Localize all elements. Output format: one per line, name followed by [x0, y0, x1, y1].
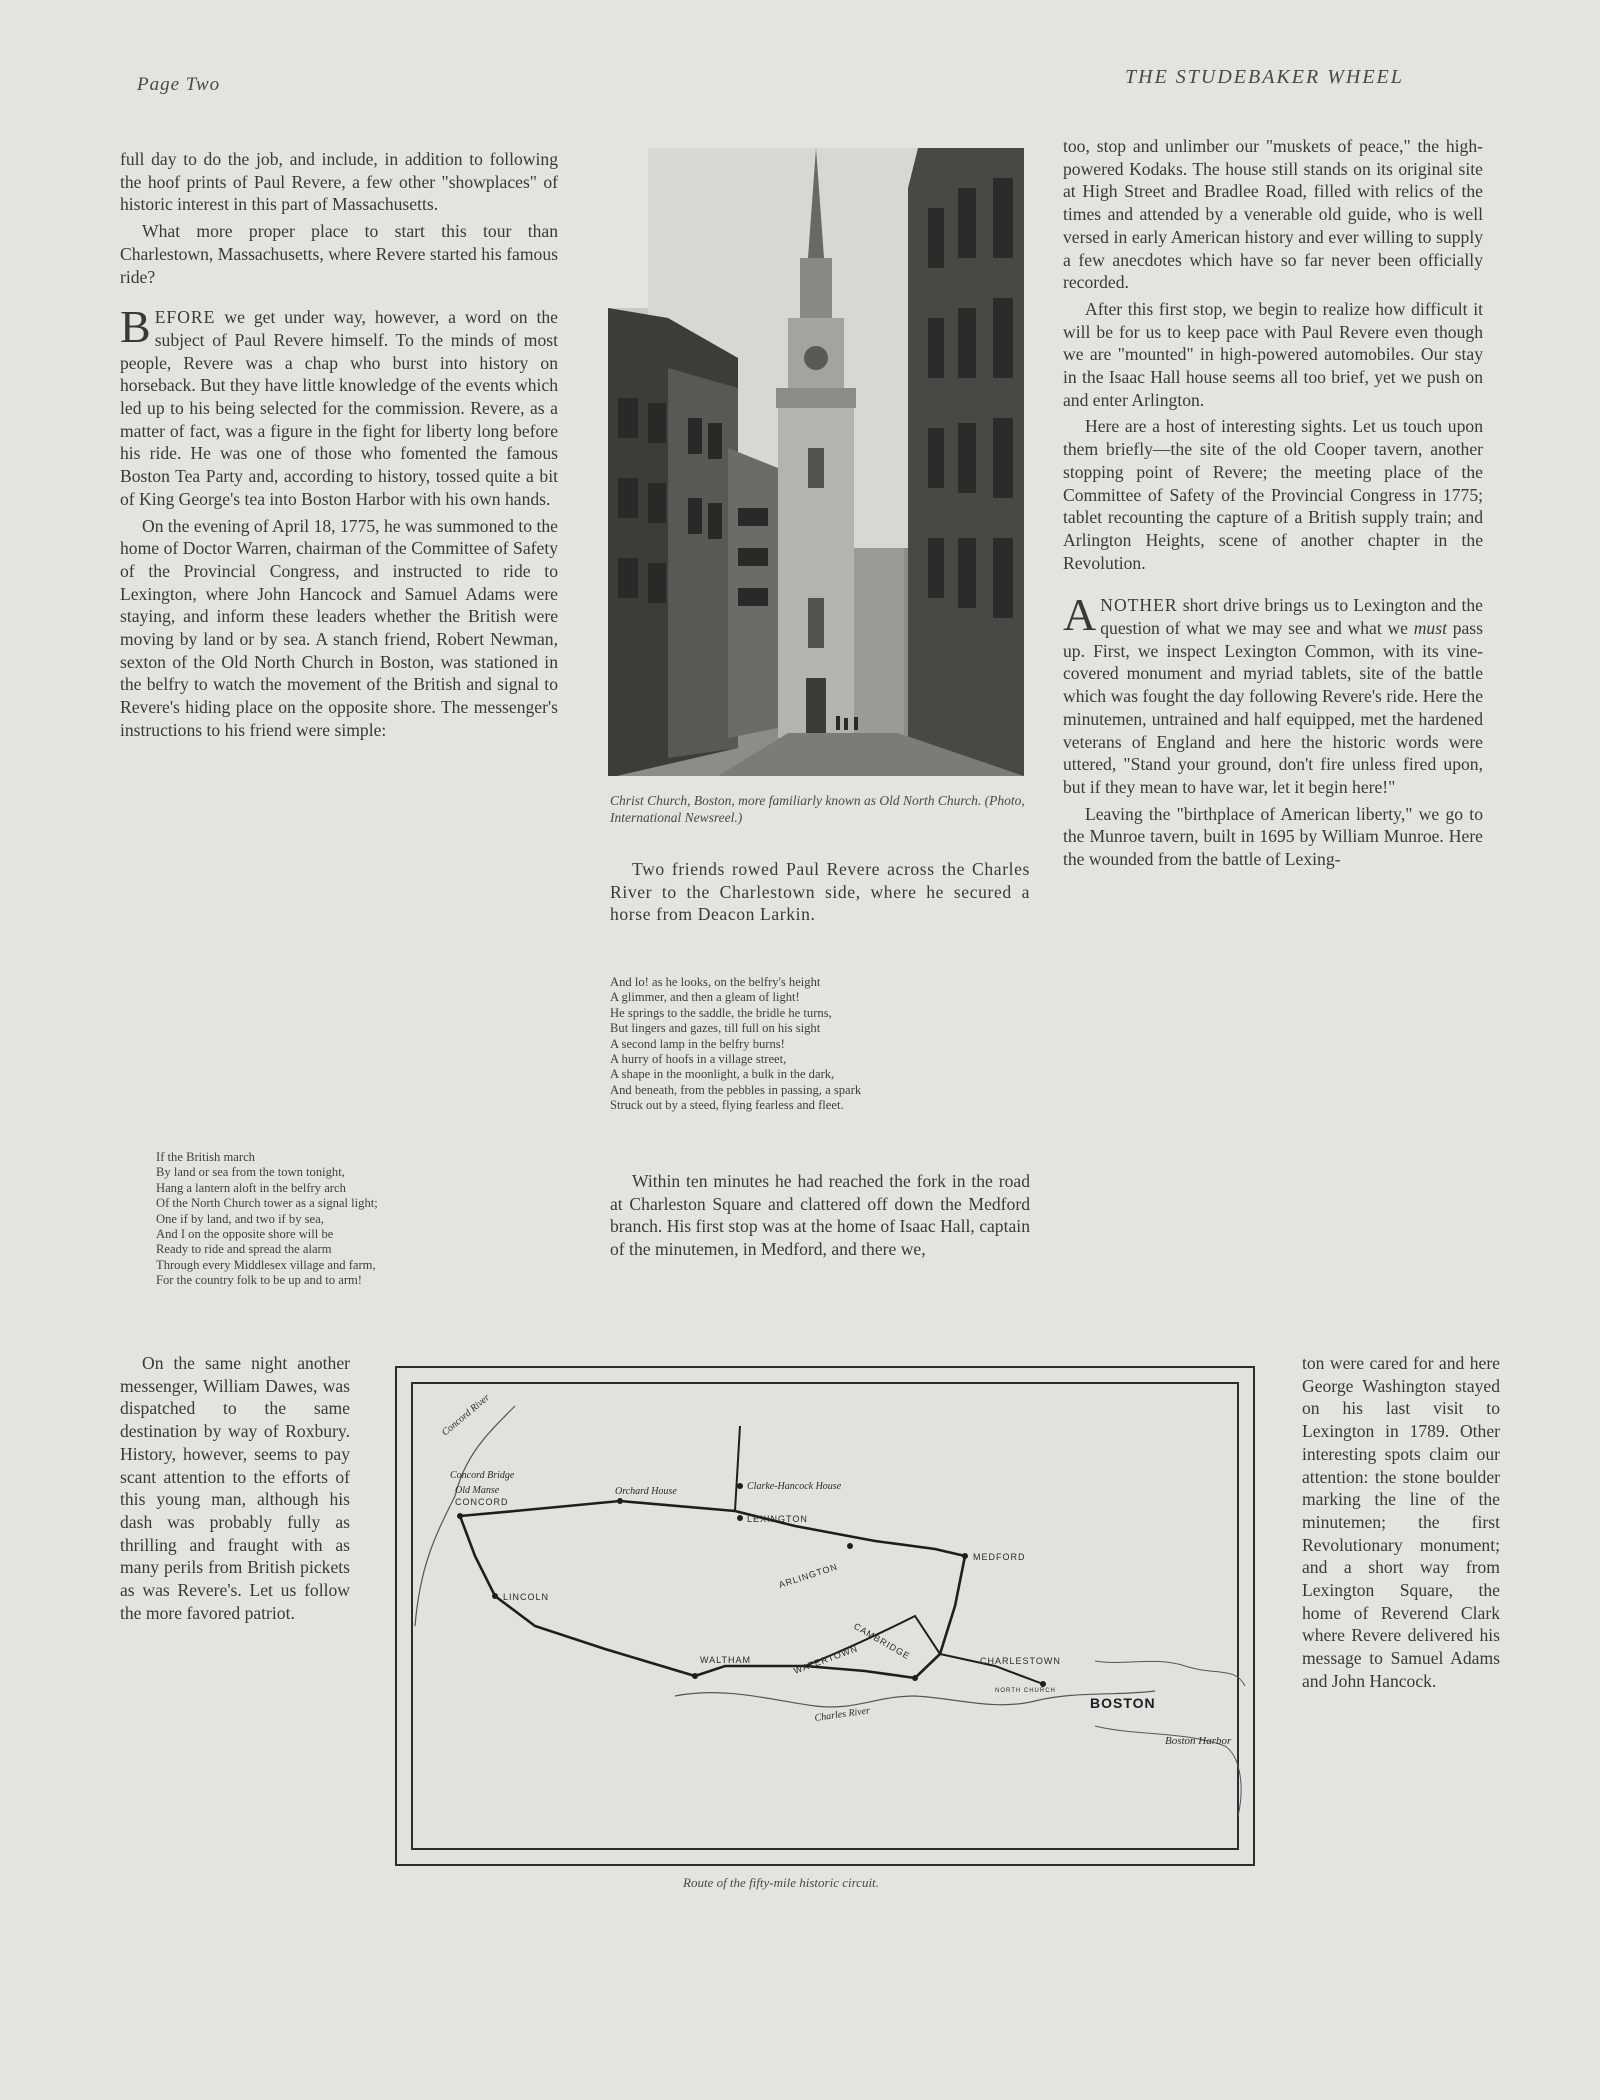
drop-cap: A [1063, 589, 1097, 641]
poem-line: Through every Middlesex village and farm, [156, 1257, 376, 1272]
map-label: CONCORD [455, 1497, 509, 1507]
paragraph: ton were cared for and here George Washington stayed on his last visit to Lexington in 1789. Other interesting spots claim our attention: the stone boulder marking the line of the minutemen; the first Revolutionary monument; and a short way from Lexington Square, the home of Reverend Clark where Revere delivered his message to Samuel Adams and John Hancock. [1302, 1353, 1500, 1691]
paragraph-text: short drive brings us to Lexington and the question of what we may see and what we [1100, 595, 1483, 639]
lead-in: EFORE [154, 307, 216, 328]
map-label: Concord River [439, 1392, 492, 1439]
map-label-boston: BOSTON [1090, 1695, 1156, 1711]
poem-1 [156, 1150, 378, 1289]
paragraph [120, 301, 558, 510]
column-1 [120, 148, 558, 746]
column-3-lower [1302, 1352, 1500, 1697]
paragraph-text: we get under way, however, a word on the subject of Paul Revere himself. To the minds of most people, Revere was a chap who burst into history on horseback. But they have little knowledge of the events which led up to his being selected for the commission. Revere, as a matter of fact, was a figure in the fight for liberty long before his ride. He was one of those who fomented the famous Boston Tea Party and, according to history, tossed quite a bit of King George's tea into Boston Harbor with his own hands. [120, 307, 558, 509]
column-2-lower [610, 1170, 1030, 1265]
column-1-lower [120, 1352, 350, 1628]
photo-caption: Christ Church, Boston, more familiarly known as Old North Church. (Photo, International Newsreel.) [610, 793, 1025, 825]
paragraph: Leaving the "birthplace of American liberty," we go to the Munroe tavern, built in 1695 by William Munroe. Here the wounded from the battle of Lexing- [1063, 803, 1483, 870]
map-caption: Route of the fifty-mile historic circuit. [683, 1875, 879, 1890]
poem-2 [610, 975, 861, 1114]
poem-line: Of the North Church tower as a signal light; [156, 1196, 378, 1211]
poem-line: If the British march [156, 1150, 255, 1164]
paragraph: On the evening of April 18, 1775, he was summoned to the home of Doctor Warren, chairman of the Committee of Safety of the Provincial Congress, and instructed to ride to Lexington, where John Hancock and Samuel Adams were staying, and inform these leaders whether the British were moving by land or by sea. A stanch friend, Robert Newman, sexton of the Old North Church in Boston, was stationed in the belfry to watch the movement of the British and signal to Revere's hiding place on the opposite shore. The messenger's instructions to his friend were simple: [120, 515, 558, 740]
paragraph: Two friends rowed Paul Revere across the Charles River to the Charlestown side, where he secured a horse from Deacon Larkin. [610, 859, 1030, 925]
poem-line: Hang a lantern aloft in the belfry arch [156, 1180, 346, 1195]
map-label: CHARLESTOWN [980, 1656, 1061, 1666]
map-label: LINCOLN [503, 1592, 550, 1602]
lead-in: NOTHER [1100, 595, 1178, 616]
paragraph: On the same night another messenger, William Dawes, was dispatched to the same destination by way of Roxbury. History, however, seems to pay scant attention to the efforts of this young man, although his dash was probably fully as thrilling and fraught with as many perils from British pickets as was Revere's. Let us follow the more favored patriot. [120, 1353, 350, 1623]
poem-line: And I on the opposite shore will be [156, 1227, 334, 1242]
paragraph: Here are a host of interesting sights. Let us touch upon them briefly—the site of the old Cooper tavern, another stopping point of Revere; the meeting place of the Committee of Safety of the Provincial Congress in 1775; tablet recounting the capture of a British supply train; and Arlington Heights, scene of another chapter in the Revolution. [1063, 416, 1483, 573]
map-label: WATERTOWN [792, 1643, 860, 1676]
map-label: MEDFORD [973, 1552, 1026, 1562]
emphasis: must [1413, 618, 1447, 639]
paragraph [1063, 589, 1484, 798]
map-label: Clarke-Hancock House [747, 1481, 842, 1492]
publication-title: THE STUDEBAKER WHEEL [1125, 66, 1404, 88]
map-label: Old Manse [455, 1485, 500, 1496]
column-2 [610, 858, 1030, 930]
poem-line: And beneath, from the pebbles in passing, a spark [610, 1082, 862, 1097]
drop-cap: B [120, 301, 151, 353]
paragraph: What more proper place to start this tour than Charlestown, Massachusetts, where Revere started his famous ride? [120, 221, 558, 287]
poem-line: One if by land, and two if by sea, [156, 1211, 324, 1226]
church-photo [608, 148, 1024, 776]
paragraph: After this first stop, we begin to realize how difficult it will be for us to keep pace with Paul Revere even though we are "mounted" in high-powered automobiles. Our stay in the Isaac Hall house seems all too brief, yet we push on and enter Arlington. [1063, 298, 1483, 410]
poem-line: A hurry of hoofs in a village street, [610, 1052, 787, 1067]
paragraph: too, stop and unlimber our "muskets of peace," the high-powered Kodaks. The house still stands on its original site at High Street and Bradlee Road, filled with relics of the times and attended by a venerable old guide, who is well versed in early American history and ever willing to supply a few anecdotes which have so far never been officially recorded. [1063, 136, 1483, 293]
map-label: Concord Bridge [450, 1470, 515, 1481]
poem-line: Ready to ride and spread the alarm [156, 1242, 332, 1257]
poem-line: A second lamp in the belfry burns! [610, 1036, 785, 1051]
map-label: LEXINGTON [747, 1514, 808, 1524]
poem-line: A shape in the moonlight, a bulk in the dark, [610, 1067, 835, 1082]
poem-line: He springs to the saddle, the bridle he turns, [610, 1005, 832, 1020]
poem-line: By land or sea from the town tonight, [156, 1165, 345, 1180]
poem-line: But lingers and gazes, till full on his sight [610, 1021, 821, 1036]
map-label: Charles River [813, 1705, 871, 1724]
church-photo-image [608, 148, 1024, 776]
paragraph-text: pass up. First, we inspect Lexington Common, with its vine-covered monument and myriad tablets, site of the battle which was fought the day following Revere's ride. Here the minutemen, untrained and half equipped, met the hardened veterans of England and here the historic words were uttered, "Stand your ground, don't fire unless fired upon, but if they mean to have war, let it begin here!" [1063, 618, 1484, 797]
map-label: NORTH CHURCH [995, 1688, 1056, 1694]
route-map-image [395, 1366, 1255, 1866]
map-label: CAMBRIDGE [852, 1621, 913, 1662]
map-label: WALTHAM [700, 1655, 751, 1665]
page-number: Page Two [137, 74, 221, 95]
route-map [395, 1366, 1255, 1866]
paragraph: Within ten minutes he had reached the fork in the road at Charleston Square and clattered off down the Medford branch. His first stop was at the home of Isaac Hall, captain of the minutemen, in Medford, and there we, [610, 1171, 1030, 1260]
poem-line: Struck out by a steed, flying fearless and fleet. [610, 1098, 844, 1113]
paragraph: full day to do the job, and include, in addition to following the hoof prints of Paul Revere, a few other "showplaces" of historic interest in this part of Massachusetts. [120, 149, 558, 215]
poem-line: A glimmer, and then a gleam of light! [610, 990, 800, 1005]
poem-line: For the country folk to be up and to arm! [156, 1273, 363, 1288]
column-3 [1063, 135, 1483, 875]
map-label: ARLINGTON [777, 1561, 839, 1590]
map-label: Orchard House [615, 1486, 677, 1497]
poem-line: And lo! as he looks, on the belfry's height [610, 975, 821, 989]
map-label: Boston Harbor [1165, 1735, 1232, 1747]
